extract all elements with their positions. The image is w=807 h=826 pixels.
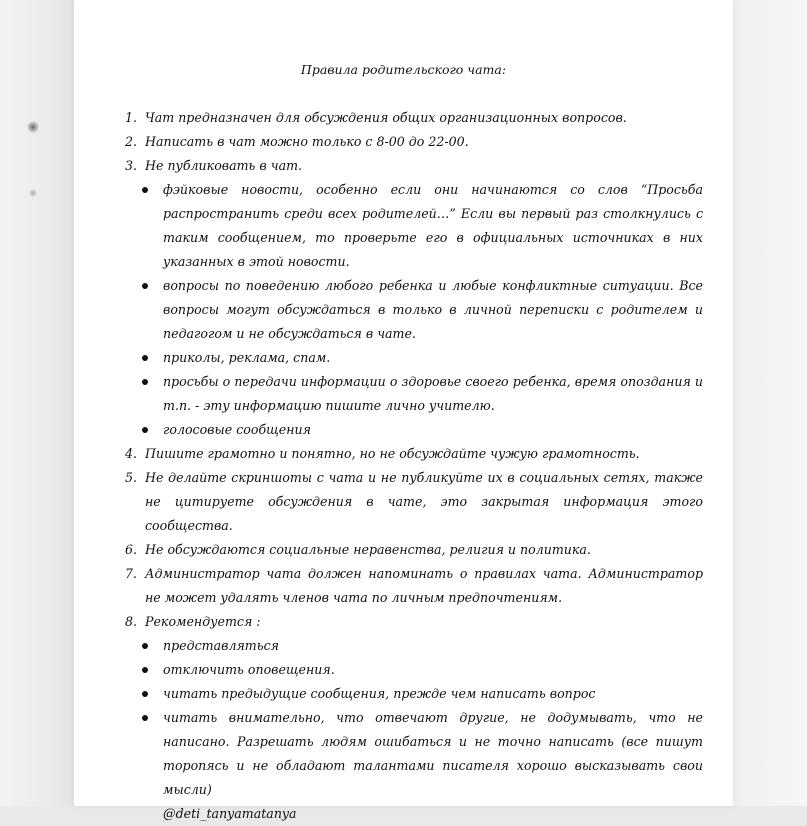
- author-handle: @deti_tanyamatanya: [163, 806, 297, 821]
- rule-item: [125, 442, 703, 466]
- rule-number: 7.: [125, 566, 138, 581]
- rule-item: [125, 538, 703, 562]
- sub-item: [125, 178, 703, 274]
- rule-item: [125, 106, 703, 130]
- rule-number: 5.: [125, 470, 138, 485]
- rule-item: [125, 466, 703, 538]
- bullet-icon: [142, 427, 148, 433]
- sub-item: [125, 346, 703, 370]
- rule-text: Пишите грамотно и понятно, но не обсуждайте чужую грамотность.: [145, 446, 640, 461]
- sub-item-text: фэйковые новости, особенно если они начинаются со слов “Просьба распространить среди всех родителей…” Если вы первый раз столкнулись с таким сообщением, то проверьте его в официальных источниках в них указанных в этой новости.: [163, 182, 703, 269]
- sub-item: [125, 706, 703, 802]
- rule-item: [125, 130, 703, 154]
- smudge-mark: [29, 188, 37, 198]
- bullet-icon: [142, 643, 148, 649]
- rule-item: [125, 610, 703, 634]
- sub-item-text: голосовые сообщения: [163, 422, 311, 437]
- rule-text: Рекомендуется :: [145, 614, 261, 629]
- sub-item-text: просьбы о передачи информации о здоровье своего ребенка, время опоздания и т.п. - эту информацию пишите лично учителю.: [163, 374, 703, 413]
- bullet-icon: [142, 355, 148, 361]
- bullet-icon: [142, 691, 148, 697]
- sub-item-text: вопросы по поведению любого ребенка и любые конфликтные ситуации. Все вопросы могут обсуждаться в только в личной переписки с родителем и педагогом и не обсуждаться в чате.: [163, 278, 703, 341]
- sub-item: [125, 658, 703, 682]
- sub-item-text: отключить оповещения.: [163, 662, 335, 677]
- sub-item-text: представляться: [163, 638, 279, 653]
- rule-number: 2.: [125, 134, 138, 149]
- sub-item: [125, 634, 703, 658]
- page-title: Правила родительского чата:: [300, 62, 507, 77]
- sub-item: [125, 370, 703, 418]
- rule-number: 3.: [125, 158, 138, 173]
- rule-number: 4.: [125, 446, 138, 461]
- rule-text: Администратор чата должен напоминать о правилах чата. Администратор не может удалять членов чата по личным предпочтениям.: [145, 566, 703, 605]
- smudge-mark: [27, 120, 39, 134]
- rule-text: Не обсуждаются социальные неравенства, религия и политика.: [145, 542, 591, 557]
- background-left: [0, 0, 74, 806]
- rule-number: 1.: [125, 110, 138, 125]
- sub-item-text: читать внимательно, что отвечают другие, не додумывать, что не написано. Разрешать людям ошибаться и не точно написать (все пишут торопясь и не обладают талантами писателя хорошо высказывать свои мысли): [163, 710, 703, 797]
- bullet-icon: [142, 715, 148, 721]
- sub-item: [125, 274, 703, 346]
- rule-number: 6.: [125, 542, 138, 557]
- rule-text: Чат предназначен для обсуждения общих организационных вопросов.: [145, 110, 627, 125]
- sub-item: [125, 418, 703, 442]
- sub-item-text: читать предыдущие сообщения, прежде чем написать вопрос: [163, 686, 596, 701]
- bullet-icon: [142, 667, 148, 673]
- bullet-icon: [142, 283, 148, 289]
- rule-item: [125, 154, 703, 178]
- rule-item: [125, 562, 703, 610]
- rules-list: [125, 106, 703, 826]
- rule-text: Не публиковать в чат.: [145, 158, 303, 173]
- background-right: [733, 0, 807, 806]
- sub-item: [125, 682, 703, 706]
- bullet-icon: [142, 379, 148, 385]
- sub-item-text: приколы, реклама, спам.: [163, 350, 331, 365]
- rule-text: Написать в чат можно только с 8-00 до 22-00.: [145, 134, 469, 149]
- rule-number: 8.: [125, 614, 138, 629]
- bullet-icon: [142, 187, 148, 193]
- document-page: [74, 0, 733, 821]
- rule-text: Не делайте скриншоты с чата и не публикуйте их в социальных сетях, также не цитируете обсуждения в чате, это закрытая информация этого сообщества.: [145, 470, 703, 533]
